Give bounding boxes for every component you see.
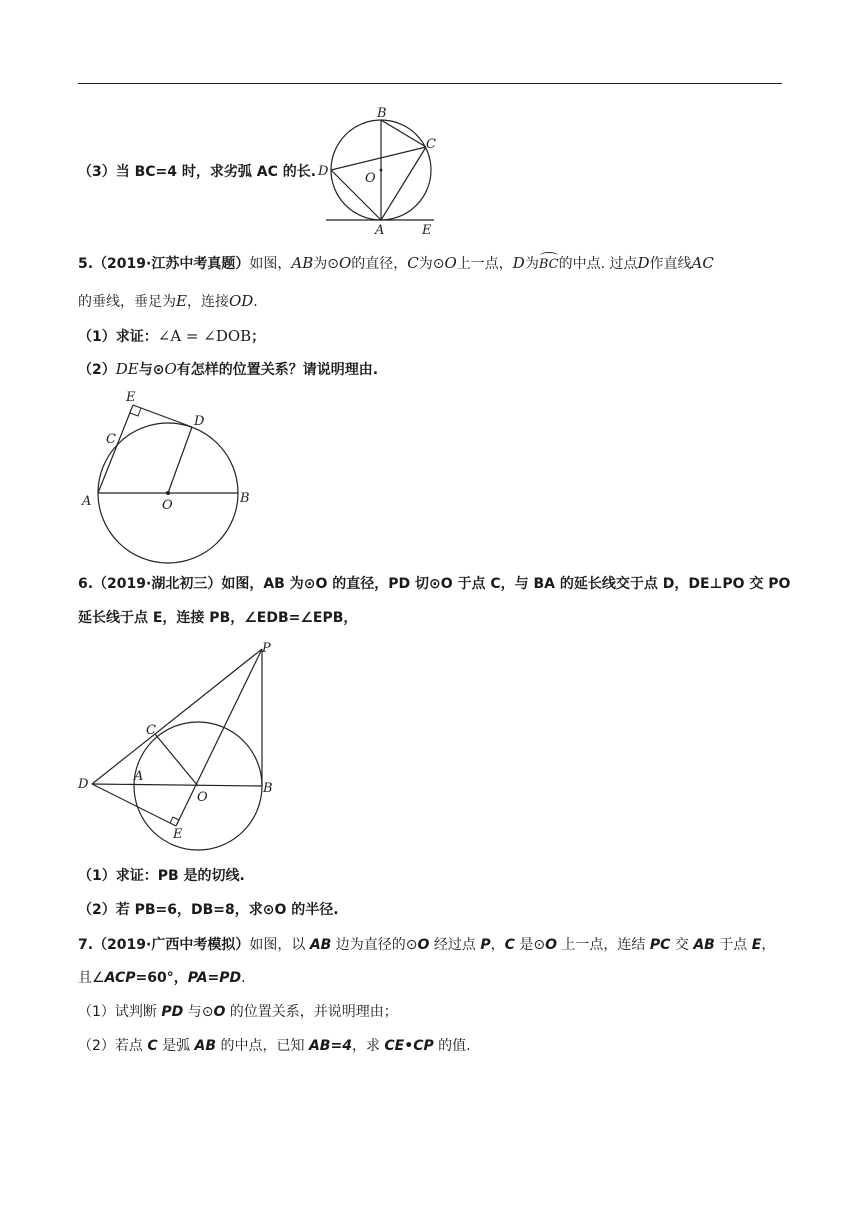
q5-number: 5.	[78, 256, 94, 272]
q5-text: 为	[524, 256, 539, 272]
q7-line1	[78, 935, 775, 955]
fig3-label-O: O	[197, 790, 208, 805]
q5-part1	[78, 326, 265, 347]
fig3-label-C: C	[146, 723, 156, 738]
q7-text: 是⊙	[514, 937, 546, 953]
fig1-label-E: E	[422, 223, 432, 238]
q7-math: AB	[693, 937, 715, 953]
q5-math: D	[637, 254, 650, 272]
fig3-label-E: E	[173, 827, 183, 842]
q7-text: ，	[490, 937, 505, 953]
q7-text: 交	[670, 937, 694, 953]
q7-math: AB	[309, 937, 332, 953]
fig2-label-B: B	[240, 491, 250, 506]
q7-source: （2019·广西中考模拟）	[93, 937, 250, 953]
fig3-label-D: D	[78, 777, 89, 792]
q7-math: O	[417, 937, 430, 953]
fig2-center-dot	[166, 491, 170, 495]
q7-math: CE•CP	[384, 1038, 434, 1054]
q5-math: C	[407, 254, 419, 272]
fig1-seg-CA	[381, 147, 426, 220]
q5-text: （2）	[78, 362, 116, 378]
q7-math: PC	[649, 937, 671, 953]
q5-text: 上一点，	[456, 256, 513, 272]
figure-tangent-secant	[76, 638, 286, 850]
q7-math: AB	[194, 1038, 217, 1054]
q6-line2: 延长线于点 E，连接 PB，∠EDB=∠EPB，	[78, 610, 358, 626]
fig3-label-P: P	[262, 641, 271, 656]
q5-text: 的垂线，垂足为	[78, 294, 176, 310]
q5-math: AC	[691, 254, 714, 272]
q5-text: 有怎样的位置关系？请说明理由.	[176, 362, 379, 378]
fig1-label-O: O	[365, 171, 376, 186]
fig3-label-A: A	[134, 769, 144, 784]
q7-text: =60°，	[135, 970, 188, 986]
q6-part2: （2）若 PB=6，DB=8，求⊙O 的半径.	[78, 902, 339, 918]
q7-text: 的位置关系，并说明理由；	[225, 1004, 398, 1020]
q7-text: 且∠	[78, 970, 105, 986]
q7-text: （1）试判断	[78, 1004, 162, 1020]
q5-arc-BC: BC	[539, 255, 559, 275]
figure-circle-perpendicular	[78, 385, 258, 565]
fig2-seg-AE	[98, 405, 133, 493]
q7-text: 经过点	[429, 937, 481, 953]
q5-line1	[78, 253, 714, 275]
q7-math: C	[147, 1038, 158, 1054]
q5-text: 为⊙	[313, 256, 339, 272]
q6-line1: 6.（2019·湖北初三）如图，AB 为⊙O 的直径，PD 切⊙O 于点 C，与 BA 的延长线交于点 D，DE⊥PO 交 PO	[78, 576, 791, 592]
q7-text: 的值.	[433, 1038, 471, 1054]
q7-text: 与⊙	[183, 1004, 214, 1020]
q5-source: （2019·江苏中考真题）	[93, 256, 250, 272]
fig2-label-E: E	[126, 390, 136, 405]
fig1-label-B: B	[377, 106, 387, 121]
q5-math: O	[164, 360, 177, 378]
fig2-label-A: A	[82, 494, 92, 509]
fig3-label-B: B	[263, 781, 273, 796]
fig1-label-D: D	[318, 164, 329, 179]
fig1-label-A: A	[375, 223, 385, 238]
fig1-center-dot	[380, 169, 383, 172]
q7-math: E	[751, 937, 762, 953]
q7-text: 如图，以	[249, 937, 310, 953]
q5-text: 的直径，	[351, 256, 408, 272]
q5-line2	[78, 291, 258, 312]
q5-math: D	[512, 254, 525, 272]
q7-math: O	[545, 937, 557, 953]
q7-text: 上一点，连结	[556, 937, 650, 953]
fig2-label-D: D	[194, 414, 205, 429]
q7-text: .	[241, 970, 246, 986]
q4-part3: （3）当 BC=4 时，求劣弧 AC 的长.	[78, 164, 317, 180]
q7-text: 于点	[714, 937, 752, 953]
q5-text: 与⊙	[138, 362, 165, 378]
fig2-label-O: O	[162, 498, 173, 513]
q7-text: ，	[761, 937, 776, 953]
q7-math: O	[213, 1004, 226, 1020]
q7-math: C	[504, 937, 515, 953]
fig3-seg-DB	[92, 784, 262, 786]
q5-text: .	[253, 294, 258, 310]
q7-text: 边为直径的⊙	[331, 937, 418, 953]
q7-part1	[78, 1002, 398, 1022]
q5-text: 为⊙	[418, 256, 445, 272]
q7-math: PD	[161, 1004, 184, 1020]
q5-text: 的中点. 过点	[558, 256, 638, 272]
q5-text: （1）求证：	[78, 329, 158, 345]
q5-text: 如图，	[249, 256, 292, 272]
q7-math: ACP	[104, 970, 136, 986]
fig1-label-C: C	[426, 137, 436, 152]
fig3-seg-DP	[92, 649, 262, 784]
fig3-seg-CO	[155, 734, 198, 786]
fig1-seg-BC	[381, 120, 426, 147]
fig1-seg-DC	[331, 147, 426, 170]
q5-math: DE	[115, 360, 139, 378]
q7-number: 7.	[78, 937, 94, 953]
fig2-seg-OD	[168, 427, 192, 493]
q7-math: P	[480, 937, 491, 953]
figure-circle-tangent	[318, 100, 448, 240]
q7-line2	[78, 968, 246, 988]
q7-text: 是弧	[157, 1038, 195, 1054]
q7-math: PA=PD	[187, 970, 242, 986]
q7-text: 的中点，已知	[216, 1038, 309, 1054]
q5-math: OD	[228, 292, 254, 310]
q7-text: （2）若点	[78, 1038, 148, 1054]
fig3-seg-PE	[176, 649, 262, 826]
fig2-label-C: C	[106, 432, 116, 447]
q5-part2	[78, 359, 378, 380]
q7-math: AB=4	[308, 1038, 352, 1054]
q5-math: AB	[291, 254, 314, 272]
q5-text: ，连接	[186, 294, 229, 310]
q5-text: ；	[251, 329, 266, 345]
q5-math: O	[338, 254, 352, 272]
q5-math: E	[176, 292, 187, 310]
q6-part1: （1）求证：PB 是的切线.	[78, 868, 245, 884]
q5-text: 作直线	[649, 256, 692, 272]
q5-math: ∠A = ∠DOB	[157, 327, 252, 345]
q5-math: O	[444, 254, 457, 272]
q7-part2	[78, 1036, 471, 1056]
q7-text: ，求	[351, 1038, 385, 1054]
header-rule	[78, 83, 782, 84]
